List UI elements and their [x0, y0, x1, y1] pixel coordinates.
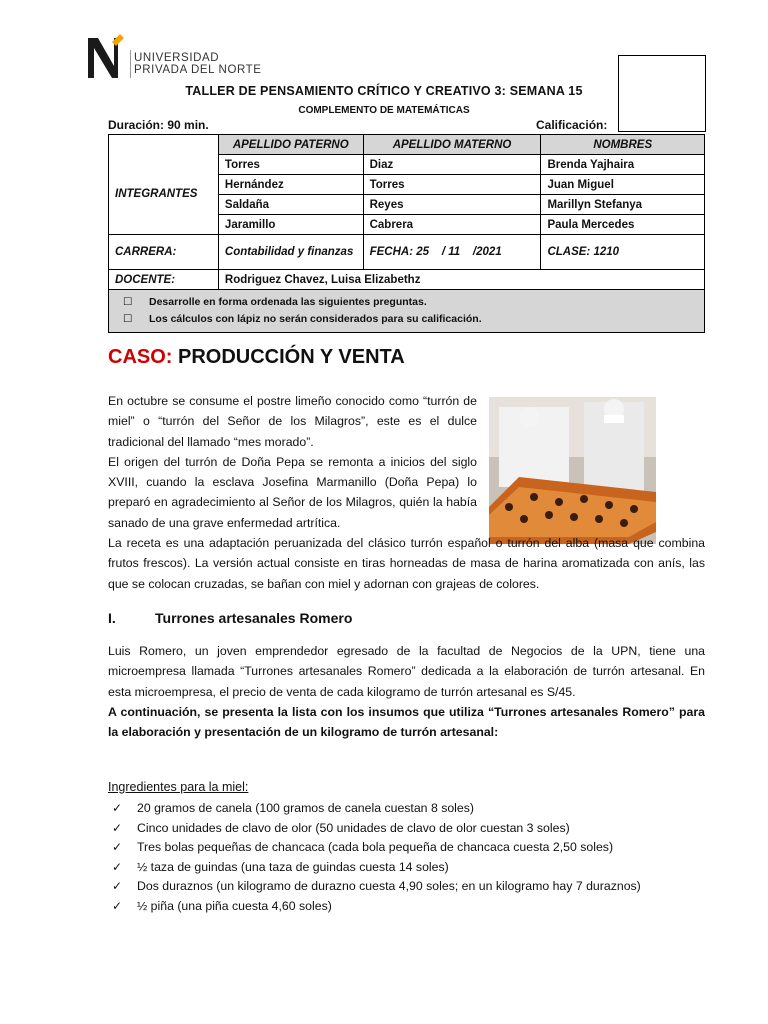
apellido-paterno: Torres	[218, 155, 363, 175]
grade-label: Calificación:	[536, 118, 608, 132]
carrera-row	[109, 235, 705, 270]
blank-header-cell	[109, 135, 219, 155]
check-icon: ✓	[112, 859, 123, 874]
nombres: Marillyn Stefanya	[541, 195, 705, 215]
upn-logo-icon	[84, 32, 132, 82]
university-name-line2: PRIVADA DEL NORTE	[134, 64, 262, 76]
ingredient-text: Cinco unidades de clavo de olor (50 unidades de clavo de olor cuestan 3 soles)	[137, 820, 570, 835]
clase-value: CLASE: 1210	[541, 235, 705, 270]
apellido-materno: Reyes	[363, 195, 541, 215]
student-info-table	[108, 134, 705, 333]
nombres: Juan Miguel	[541, 175, 705, 195]
section-heading	[108, 610, 352, 626]
apellido-materno: Torres	[363, 175, 541, 195]
list-item	[108, 838, 705, 858]
document-title: TALLER DE PENSAMIENTO CRÍTICO Y CREATIVO 3: SEMANA 15	[185, 84, 583, 98]
instruction-text: Los cálculos con lápiz no serán considerados para su calificación.	[149, 313, 482, 325]
check-icon: ✓	[112, 820, 123, 835]
section-paragraph: A continuación, se presenta la lista con los insumos que utiliza “Turrones artesanales Romero” para la elaboración y presentación de un kilogramo de turrón artesanal:	[108, 704, 705, 740]
integrantes-label: INTEGRANTES	[109, 155, 219, 235]
column-header: APELLIDO PATERNO	[218, 135, 363, 155]
fecha-value: FECHA: 25 / 11 /2021	[363, 235, 541, 270]
ingredients-title: Ingredientes para la miel:	[108, 780, 249, 794]
document-subtitle: COMPLEMENTO DE MATEMÁTICAS	[298, 105, 470, 116]
instruction-item	[123, 294, 704, 311]
nombres: Paula Mercedes	[541, 215, 705, 235]
case-paragraph: El origen del turrón de Doña Pepa se remonta a inicios del siglo XVIII, cuando la esclava Josefina Marmanillo (Doña Pepa) lo preparó en agradecimiento al Señor de los Milagros, quién la había sanado de una grave enfermedad artrítica.	[108, 454, 477, 530]
section-title: Turrones artesanales Romero	[155, 610, 353, 626]
docente-label: DOCENTE:	[109, 270, 219, 290]
logo-divider	[130, 50, 131, 78]
list-item	[108, 897, 705, 917]
check-icon: ✓	[112, 840, 123, 855]
ingredient-text: ½ taza de guindas (una taza de guindas cuesta 14 soles)	[137, 859, 449, 874]
apellido-materno: Diaz	[363, 155, 541, 175]
instructions-box	[109, 290, 705, 333]
university-name-line1: UNIVERSIDAD	[134, 52, 220, 64]
bullet-icon: ☐	[123, 313, 133, 325]
case-paragraph	[108, 533, 705, 594]
list-item	[108, 799, 705, 819]
docente-value: Rodriguez Chavez, Luisa Elizabethz	[218, 270, 704, 290]
case-paragraph: En octubre se consume el postre limeño conocido como “turrón de miel” o “turrón del Señor de los Milagros”, este es el dulce tradicional del llamado “mes morado”.	[108, 394, 477, 449]
instruction-item	[123, 311, 704, 328]
carrera-label: CARRERA:	[109, 235, 219, 270]
docente-row	[109, 270, 705, 290]
duration-label: Duración: 90 min.	[108, 118, 209, 132]
ingredient-text: Tres bolas pequeñas de chancaca (cada bola pequeña de chancaca cuesta 2,50 soles)	[137, 840, 614, 855]
case-intro	[108, 391, 705, 594]
apellido-paterno: Jaramillo	[218, 215, 363, 235]
nombres: Brenda Yajhaira	[541, 155, 705, 175]
instruction-text: Desarrolle en forma ordenada las siguientes preguntas.	[149, 296, 427, 308]
check-icon: ✓	[112, 898, 123, 913]
apellido-paterno: Saldaña	[218, 195, 363, 215]
list-item	[108, 819, 705, 839]
ingredients-list	[108, 799, 705, 917]
column-header: NOMBRES	[541, 135, 705, 155]
table-header-row	[109, 135, 705, 155]
list-item	[108, 877, 705, 897]
case-title: PRODUCCIÓN Y VENTA	[178, 346, 405, 368]
check-icon: ✓	[112, 879, 123, 894]
ingredient-text: Dos duraznos (un kilogramo de durazno cuesta 4,90 soles; en un kilogramo hay 7 duraznos)	[137, 879, 641, 894]
check-icon: ✓	[112, 801, 123, 815]
case-paragraph-text: La receta es una adaptación peruanizada del clásico turrón español o turrón del alba (masa que combina frutos frescos). La versión actual consiste en tiras horneadas de masa de harina aromatizada con anís, las que se colocan cruzadas, se bañan con miel y adornan con grajeas de colores.	[108, 536, 705, 591]
ingredient-text: 20 gramos de canela (100 gramos de canela cuestan 8 soles)	[137, 801, 474, 815]
ingredient-text: ½ piña (una piña cuesta 4,60 soles)	[137, 898, 332, 913]
section-body	[108, 641, 705, 742]
instructions-row	[109, 290, 705, 333]
case-heading	[108, 346, 405, 369]
table-row	[109, 155, 705, 175]
apellido-paterno: Hernández	[218, 175, 363, 195]
university-name	[134, 52, 262, 76]
bullet-icon: ☐	[123, 296, 133, 308]
apellido-materno: Cabrera	[363, 215, 541, 235]
carrera-value: Contabilidad y finanzas	[218, 235, 363, 270]
case-label: CASO:	[108, 346, 173, 368]
section-number: I.	[108, 610, 116, 626]
list-item	[108, 858, 705, 878]
section-paragraph: Luis Romero, un joven emprendedor egresado de la facultad de Negocios de la UPN, tiene una microempresa llamada “Turrones artesanales Romero” dedicada a la elaboración de turrón artesanal. En esta microempresa, el precio de venta de cada kilogramo de turrón artesanal es S/45.	[108, 644, 705, 699]
column-header: APELLIDO MATERNO	[363, 135, 541, 155]
